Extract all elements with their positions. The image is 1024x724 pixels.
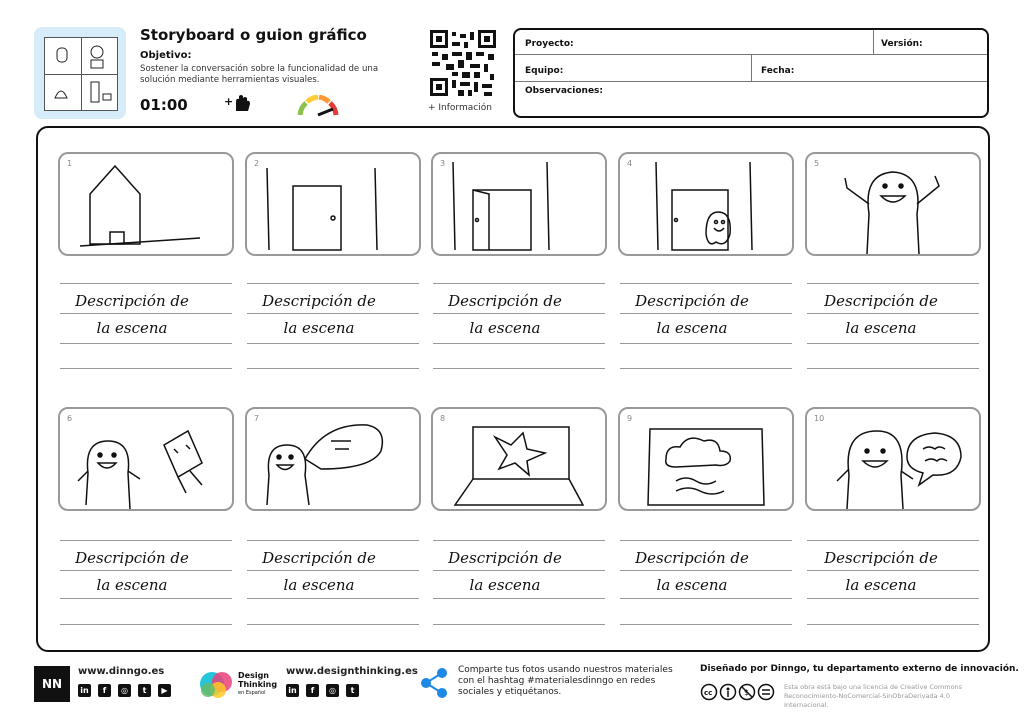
scene-number: 10 <box>814 414 825 423</box>
dinngo-url[interactable]: www.dinngo.es <box>78 666 165 677</box>
scene-description-4[interactable]: Descripción de la escena <box>635 292 749 337</box>
screen-cloud-sketch-icon <box>620 409 792 509</box>
qr-code-icon[interactable] <box>430 30 496 96</box>
scene-number: 1 <box>67 159 73 168</box>
scene-description-3[interactable]: Descripción de la escena <box>448 292 562 337</box>
dinngo-logo: NN <box>34 666 70 702</box>
page-title: Storyboard o guion gráfico <box>140 26 367 44</box>
objective-text: Sostener la conversación sobre la funcionalidad de una solución mediante herramientas visuales. <box>140 64 379 85</box>
hand-icon <box>232 94 252 112</box>
project-info-box <box>513 28 989 118</box>
scene-panel-8[interactable] <box>431 407 607 511</box>
date-label: Fecha: <box>761 66 795 76</box>
scene-number: 8 <box>440 414 446 423</box>
happy-character-sketch-icon <box>807 154 979 254</box>
creative-commons-icons[interactable] <box>700 683 776 701</box>
scene-description-10[interactable]: Descripción de la escena <box>824 549 938 594</box>
license-text: Esta obra está bajo una licencia de Creative Commons Reconocimiento-NoComercial-SinObraDerivada 4.0 Internacional. <box>784 683 963 709</box>
facebook-icon[interactable]: f <box>306 684 319 697</box>
method-icon-grid <box>44 37 118 111</box>
linkedin-icon[interactable]: in <box>286 684 299 697</box>
scene-panel-6[interactable] <box>58 407 234 511</box>
svg-text:cc: cc <box>704 689 713 697</box>
observations-label: Observaciones: <box>525 86 604 96</box>
persons-plus: + <box>224 95 234 108</box>
design-thinking-logo-text: Design Thinking en Español <box>238 671 278 696</box>
youtube-icon[interactable]: ▶ <box>158 684 171 697</box>
scene-description-1[interactable]: Descripción de la escena <box>75 292 189 337</box>
time-value: 01:00 <box>140 96 188 114</box>
team-label: Equipo: <box>525 66 564 76</box>
scene-description-2[interactable]: Descripción de la escena <box>262 292 376 337</box>
facebook-icon[interactable]: f <box>98 684 111 697</box>
two-characters-sketch-icon <box>60 409 232 509</box>
linkedin-icon[interactable]: in <box>78 684 91 697</box>
scene-panel-2[interactable] <box>245 152 421 256</box>
credit-text: Diseñado por Dinngo, tu departamento externo de innovación. <box>700 664 1019 674</box>
scene-number: 2 <box>254 159 260 168</box>
scene-panel-9[interactable] <box>618 407 794 511</box>
version-label: Versión: <box>881 39 923 49</box>
difficulty-gauge-icon <box>297 95 339 117</box>
svg-text:$: $ <box>744 688 750 697</box>
scene-number: 4 <box>627 159 633 168</box>
objective-label: Objetivo: <box>140 50 192 61</box>
share-icon[interactable] <box>420 668 448 698</box>
qr-caption[interactable]: + Información <box>428 103 492 113</box>
character-speech-bubble-sketch-icon <box>247 409 419 509</box>
design-thinking-logo-icon <box>198 670 238 698</box>
method-icon-box <box>34 27 126 119</box>
scene-description-5[interactable]: Descripción de la escena <box>824 292 938 337</box>
twitter-icon[interactable]: t <box>346 684 359 697</box>
scene-panel-10[interactable] <box>805 407 981 511</box>
character-at-door-sketch-icon <box>620 154 792 254</box>
scene-number: 6 <box>67 414 73 423</box>
scene-panel-7[interactable] <box>245 407 421 511</box>
scene-number: 5 <box>814 159 820 168</box>
instagram-icon[interactable]: ◎ <box>326 684 339 697</box>
scene-number: 7 <box>254 414 260 423</box>
twitter-icon[interactable]: t <box>138 684 151 697</box>
door-open-sketch-icon <box>433 154 605 254</box>
scene-panel-4[interactable] <box>618 152 794 256</box>
laptop-star-sketch-icon <box>433 409 605 509</box>
project-label: Proyecto: <box>525 39 574 49</box>
character-speech-bubble-sketch-icon <box>807 409 979 509</box>
scene-panel-5[interactable] <box>805 152 981 256</box>
scene-panel-1[interactable] <box>58 152 234 256</box>
designthinking-url[interactable]: www.designthinking.es <box>286 666 418 677</box>
share-text: Comparte tus fotos usando nuestros materiales con el hashtag #materialesdinngo en redes sociales y etiquétanos. <box>458 665 673 697</box>
scene-number: 9 <box>627 414 633 423</box>
scene-description-8[interactable]: Descripción de la escena <box>448 549 562 594</box>
house-sketch-icon <box>60 154 232 254</box>
scene-description-7[interactable]: Descripción de la escena <box>262 549 376 594</box>
scene-description-6[interactable]: Descripción de la escena <box>75 549 189 594</box>
scene-description-9[interactable]: Descripción de la escena <box>635 549 749 594</box>
door-closed-sketch-icon <box>247 154 419 254</box>
instagram-icon[interactable]: ◎ <box>118 684 131 697</box>
scene-number: 3 <box>440 159 446 168</box>
scene-panel-3[interactable] <box>431 152 607 256</box>
